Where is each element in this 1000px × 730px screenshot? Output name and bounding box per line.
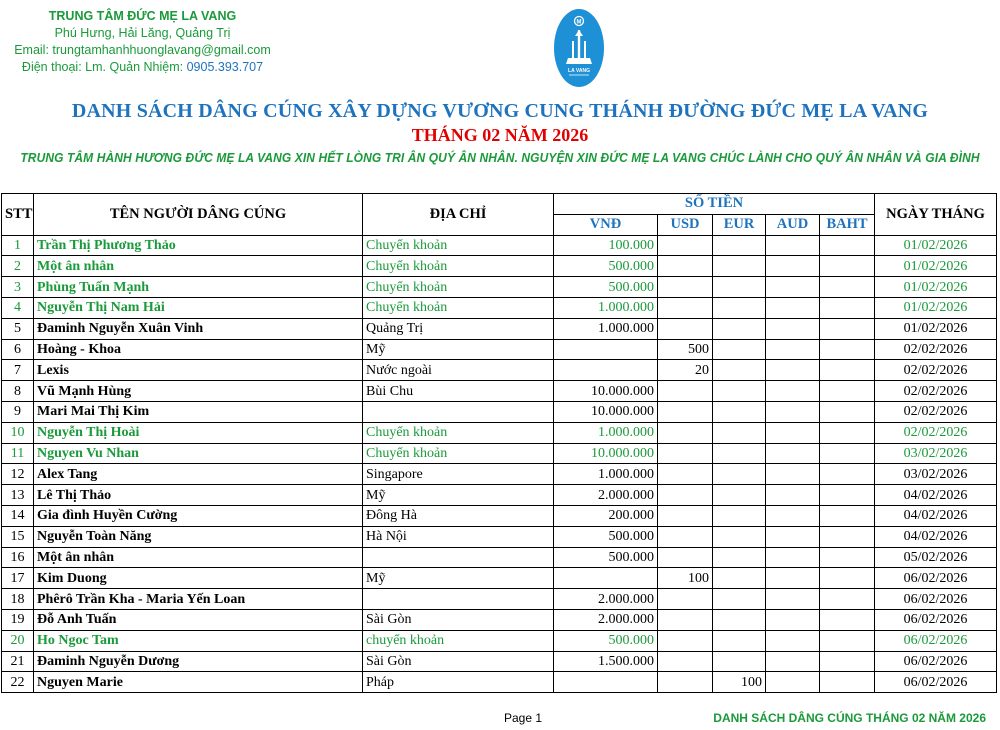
cell-eur: [713, 235, 766, 256]
cell-address: Hà Nội: [363, 526, 554, 547]
cell-vnd: 2.000.000: [554, 589, 658, 610]
cell-vnd: 2.000.000: [554, 485, 658, 506]
table-row: [2, 526, 997, 547]
cell-vnd: 1.000.000: [554, 318, 658, 339]
table-row: [2, 589, 997, 610]
cell-baht: [820, 297, 875, 318]
cell-name: Đaminh Nguyễn Dương: [34, 651, 363, 672]
cell-usd: [658, 589, 713, 610]
cell-aud: [766, 422, 820, 443]
cell-date: 03/02/2026: [875, 464, 997, 485]
cell-address: Chuyển khoản: [363, 277, 554, 298]
cell-vnd: 1.000.000: [554, 464, 658, 485]
cell-usd: 100: [658, 568, 713, 589]
cell-name: Kim Duong: [34, 568, 363, 589]
cell-eur: 100: [713, 672, 766, 693]
cell-aud: [766, 401, 820, 422]
cell-address: Mỹ: [363, 568, 554, 589]
cell-eur: [713, 547, 766, 568]
cell-usd: [658, 464, 713, 485]
cell-aud: [766, 318, 820, 339]
cell-stt: 16: [2, 547, 34, 568]
org-phone-label: Điện thoại: Lm. Quản Nhiệm:: [21, 60, 187, 74]
cell-stt: 15: [2, 526, 34, 547]
cell-usd: 500: [658, 339, 713, 360]
cell-date: 04/02/2026: [875, 505, 997, 526]
org-location: Phú Hưng, Hải Lăng, Quảng Trị: [54, 26, 231, 40]
cell-eur: [713, 360, 766, 381]
header-address: ĐỊA CHỈ: [363, 194, 554, 236]
cell-vnd: [554, 672, 658, 693]
cell-address: Sài Gòn: [363, 651, 554, 672]
cell-aud: [766, 443, 820, 464]
cell-aud: [766, 630, 820, 651]
cell-address: [363, 589, 554, 610]
cell-baht: [820, 630, 875, 651]
cell-baht: [820, 401, 875, 422]
cell-date: 01/02/2026: [875, 318, 997, 339]
table-row: [2, 401, 997, 422]
cell-aud: [766, 672, 820, 693]
cell-stt: 22: [2, 672, 34, 693]
cell-baht: [820, 318, 875, 339]
header-aud: AUD: [766, 214, 820, 235]
cell-aud: [766, 277, 820, 298]
cell-eur: [713, 464, 766, 485]
table-row: [2, 672, 997, 693]
cell-aud: [766, 339, 820, 360]
cell-vnd: 10.000.000: [554, 443, 658, 464]
cell-aud: [766, 609, 820, 630]
cell-stt: 19: [2, 609, 34, 630]
cell-eur: [713, 485, 766, 506]
cell-eur: [713, 568, 766, 589]
cell-date: 04/02/2026: [875, 526, 997, 547]
cell-name: Một ân nhân: [34, 256, 363, 277]
cell-baht: [820, 443, 875, 464]
cell-stt: 14: [2, 505, 34, 526]
cell-address: Sài Gòn: [363, 609, 554, 630]
cell-aud: [766, 589, 820, 610]
cell-vnd: 10.000.000: [554, 401, 658, 422]
table-row: [2, 277, 997, 298]
cell-stt: 8: [2, 381, 34, 402]
cell-date: 06/02/2026: [875, 672, 997, 693]
cell-address: [363, 401, 554, 422]
cell-name: Đỗ Anh Tuấn: [34, 609, 363, 630]
cell-aud: [766, 464, 820, 485]
cell-eur: [713, 401, 766, 422]
cell-date: 03/02/2026: [875, 443, 997, 464]
table-row: [2, 256, 997, 277]
cell-address: Mỹ: [363, 485, 554, 506]
cell-eur: [713, 339, 766, 360]
cell-date: 06/02/2026: [875, 609, 997, 630]
cell-baht: [820, 485, 875, 506]
org-name: TRUNG TÂM ĐỨC MẸ LA VANG: [48, 9, 237, 23]
cell-baht: [820, 381, 875, 402]
table-row: [2, 381, 997, 402]
table-row: [2, 568, 997, 589]
cell-name: Vũ Mạnh Hùng: [34, 381, 363, 402]
cell-aud: [766, 360, 820, 381]
table-row: [2, 339, 997, 360]
cell-stt: 3: [2, 277, 34, 298]
cell-baht: [820, 609, 875, 630]
header-usd: USD: [658, 214, 713, 235]
la-vang-logo: [553, 8, 605, 88]
table-row: [2, 443, 997, 464]
cell-date: 04/02/2026: [875, 485, 997, 506]
cell-address: Bùi Chu: [363, 381, 554, 402]
header-eur: EUR: [713, 214, 766, 235]
cell-vnd: 500.000: [554, 256, 658, 277]
table-row: [2, 485, 997, 506]
cell-vnd: 1.000.000: [554, 422, 658, 443]
cell-stt: 6: [2, 339, 34, 360]
cell-usd: [658, 651, 713, 672]
org-phone-number: 0905.393.707: [186, 60, 264, 74]
cell-aud: [766, 547, 820, 568]
cell-name: Nguyễn Toàn Năng: [34, 526, 363, 547]
cell-stt: 21: [2, 651, 34, 672]
cell-aud: [766, 568, 820, 589]
cell-date: 02/02/2026: [875, 381, 997, 402]
cell-usd: [658, 318, 713, 339]
cell-name: Đaminh Nguyễn Xuân Vinh: [34, 318, 363, 339]
cell-eur: [713, 651, 766, 672]
cell-usd: 20: [658, 360, 713, 381]
cell-address: Chuyển khoản: [363, 235, 554, 256]
cell-address: Nước ngoài: [363, 360, 554, 381]
cell-vnd: 2.000.000: [554, 609, 658, 630]
org-phone: [0, 59, 285, 76]
cell-usd: [658, 672, 713, 693]
cell-eur: [713, 277, 766, 298]
cell-stt: 10: [2, 422, 34, 443]
cell-stt: 4: [2, 297, 34, 318]
cell-date: 06/02/2026: [875, 651, 997, 672]
cell-name: Nguyễn Thị Nam Hải: [34, 297, 363, 318]
cell-name: Lê Thị Thảo: [34, 485, 363, 506]
page-title: DANH SÁCH DÂNG CÚNG XÂY DỰNG VƯƠNG CUNG THÁNH ĐƯỜNG ĐỨC MẸ LA VANG: [71, 100, 929, 122]
cell-address: Đông Hà: [363, 505, 554, 526]
cell-usd: [658, 256, 713, 277]
cell-usd: [658, 235, 713, 256]
header-date: NGÀY THÁNG: [875, 194, 997, 236]
cell-eur: [713, 443, 766, 464]
cell-date: 01/02/2026: [875, 256, 997, 277]
footer-title: DANH SÁCH DÂNG CÚNG THÁNG 02 NĂM 2026: [713, 711, 986, 725]
cell-stt: 1: [2, 235, 34, 256]
cell-name: Trần Thị Phương Thảo: [34, 235, 363, 256]
cell-vnd: 500.000: [554, 277, 658, 298]
cell-date: 01/02/2026: [875, 297, 997, 318]
cell-name: Lexis: [34, 360, 363, 381]
cell-name: Hoàng - Khoa: [34, 339, 363, 360]
cell-eur: [713, 630, 766, 651]
cell-usd: [658, 505, 713, 526]
cell-date: 01/02/2026: [875, 277, 997, 298]
cell-aud: [766, 485, 820, 506]
table-row: [2, 547, 997, 568]
cell-vnd: 500.000: [554, 630, 658, 651]
cell-vnd: 1.000.000: [554, 297, 658, 318]
cell-address: Pháp: [363, 672, 554, 693]
cell-date: 01/02/2026: [875, 235, 997, 256]
header-amount: SỐ TIỀN: [554, 194, 875, 215]
cell-vnd: [554, 360, 658, 381]
cell-address: Chuyển khoản: [363, 443, 554, 464]
cell-stt: 11: [2, 443, 34, 464]
cell-stt: 17: [2, 568, 34, 589]
cell-name: Alex Tang: [34, 464, 363, 485]
donations-table: [1, 193, 997, 693]
cell-aud: [766, 381, 820, 402]
cell-date: 06/02/2026: [875, 589, 997, 610]
cell-usd: [658, 443, 713, 464]
cell-stt: 5: [2, 318, 34, 339]
cell-date: 05/02/2026: [875, 547, 997, 568]
cell-baht: [820, 360, 875, 381]
cell-vnd: [554, 339, 658, 360]
cell-usd: [658, 277, 713, 298]
org-header: [0, 8, 285, 76]
table-row: [2, 505, 997, 526]
header-name: TÊN NGƯỜI DÂNG CÚNG: [34, 194, 363, 236]
cell-stt: 7: [2, 360, 34, 381]
cell-vnd: 200.000: [554, 505, 658, 526]
header-vnd: VNĐ: [554, 214, 658, 235]
cell-name: Nguyen Vu Nhan: [34, 443, 363, 464]
cell-aud: [766, 235, 820, 256]
cell-date: 06/02/2026: [875, 568, 997, 589]
table-row: [2, 318, 997, 339]
cell-stt: 2: [2, 256, 34, 277]
cell-name: Gia đình Huyền Cường: [34, 505, 363, 526]
cell-eur: [713, 318, 766, 339]
cell-name: Một ân nhân: [34, 547, 363, 568]
cell-baht: [820, 277, 875, 298]
cell-baht: [820, 464, 875, 485]
cell-vnd: 100.000: [554, 235, 658, 256]
cell-name: Mari Mai Thị Kim: [34, 401, 363, 422]
cell-aud: [766, 505, 820, 526]
page-subtitle: THÁNG 02 NĂM 2026: [411, 125, 589, 145]
cell-address: [363, 547, 554, 568]
cell-vnd: 1.500.000: [554, 651, 658, 672]
cell-address: chuyển khoản: [363, 630, 554, 651]
table-row: [2, 651, 997, 672]
cell-date: 02/02/2026: [875, 339, 997, 360]
cell-date: 02/02/2026: [875, 422, 997, 443]
cell-baht: [820, 339, 875, 360]
cell-aud: [766, 297, 820, 318]
org-email: Email: trungtamhanhhuonglavang@gmail.com: [14, 43, 271, 57]
header-stt: STT: [2, 194, 34, 236]
cell-eur: [713, 505, 766, 526]
cell-baht: [820, 651, 875, 672]
cell-baht: [820, 547, 875, 568]
cell-vnd: 500.000: [554, 526, 658, 547]
table-row: [2, 297, 997, 318]
cell-name: Phêrô Trần Kha - Maria Yến Loan: [34, 589, 363, 610]
table-row: [2, 630, 997, 651]
cell-eur: [713, 589, 766, 610]
cell-name: Nguyễn Thị Hoài: [34, 422, 363, 443]
cell-aud: [766, 526, 820, 547]
cell-baht: [820, 526, 875, 547]
cell-name: Ho Ngoc Tam: [34, 630, 363, 651]
cell-eur: [713, 609, 766, 630]
cell-eur: [713, 381, 766, 402]
cell-stt: 12: [2, 464, 34, 485]
cell-address: Mỹ: [363, 339, 554, 360]
cell-stt: 9: [2, 401, 34, 422]
cell-usd: [658, 381, 713, 402]
cell-usd: [658, 630, 713, 651]
table-row: [2, 235, 997, 256]
table-row: [2, 464, 997, 485]
cell-name: Phùng Tuấn Mạnh: [34, 277, 363, 298]
cell-eur: [713, 256, 766, 277]
cell-vnd: 10.000.000: [554, 381, 658, 402]
cell-usd: [658, 485, 713, 506]
cell-address: Chuyển khoản: [363, 297, 554, 318]
cell-eur: [713, 422, 766, 443]
cell-usd: [658, 609, 713, 630]
cell-stt: 20: [2, 630, 34, 651]
cell-name: Nguyen Marie: [34, 672, 363, 693]
cell-baht: [820, 422, 875, 443]
svg-text:M: M: [576, 19, 582, 26]
cell-baht: [820, 256, 875, 277]
cell-aud: [766, 256, 820, 277]
svg-text:LA VANG: LA VANG: [568, 68, 590, 74]
cell-usd: [658, 547, 713, 568]
cell-baht: [820, 235, 875, 256]
thanks-note: TRUNG TÂM HÀNH HƯƠNG ĐỨC MẸ LA VANG XIN HẾT LÒNG TRI ÂN QUÝ ÂN NHÂN. NGUYỆN XIN ĐỨC MẸ LA VANG CHÚC LÀNH CHO QUÝ ÂN NHÂN VÀ GIA ĐÌNH: [20, 150, 980, 166]
cell-baht: [820, 505, 875, 526]
table-row: [2, 360, 997, 381]
cell-usd: [658, 297, 713, 318]
cell-usd: [658, 526, 713, 547]
cell-eur: [713, 297, 766, 318]
cell-address: Singapore: [363, 464, 554, 485]
cell-eur: [713, 526, 766, 547]
cell-vnd: [554, 568, 658, 589]
header-baht: BAHT: [820, 214, 875, 235]
cell-address: Chuyển khoản: [363, 256, 554, 277]
cell-address: Quảng Trị: [363, 318, 554, 339]
footer-page-number: Page 1: [504, 711, 543, 725]
cell-baht: [820, 589, 875, 610]
cell-baht: [820, 672, 875, 693]
cell-stt: 18: [2, 589, 34, 610]
cell-stt: 13: [2, 485, 34, 506]
cell-vnd: 500.000: [554, 547, 658, 568]
cell-usd: [658, 422, 713, 443]
cell-usd: [658, 401, 713, 422]
table-row: [2, 609, 997, 630]
cell-aud: [766, 651, 820, 672]
table-row: [2, 422, 997, 443]
cell-date: 06/02/2026: [875, 630, 997, 651]
cell-address: Chuyển khoản: [363, 422, 554, 443]
cell-date: 02/02/2026: [875, 360, 997, 381]
cell-date: 02/02/2026: [875, 401, 997, 422]
cell-baht: [820, 568, 875, 589]
